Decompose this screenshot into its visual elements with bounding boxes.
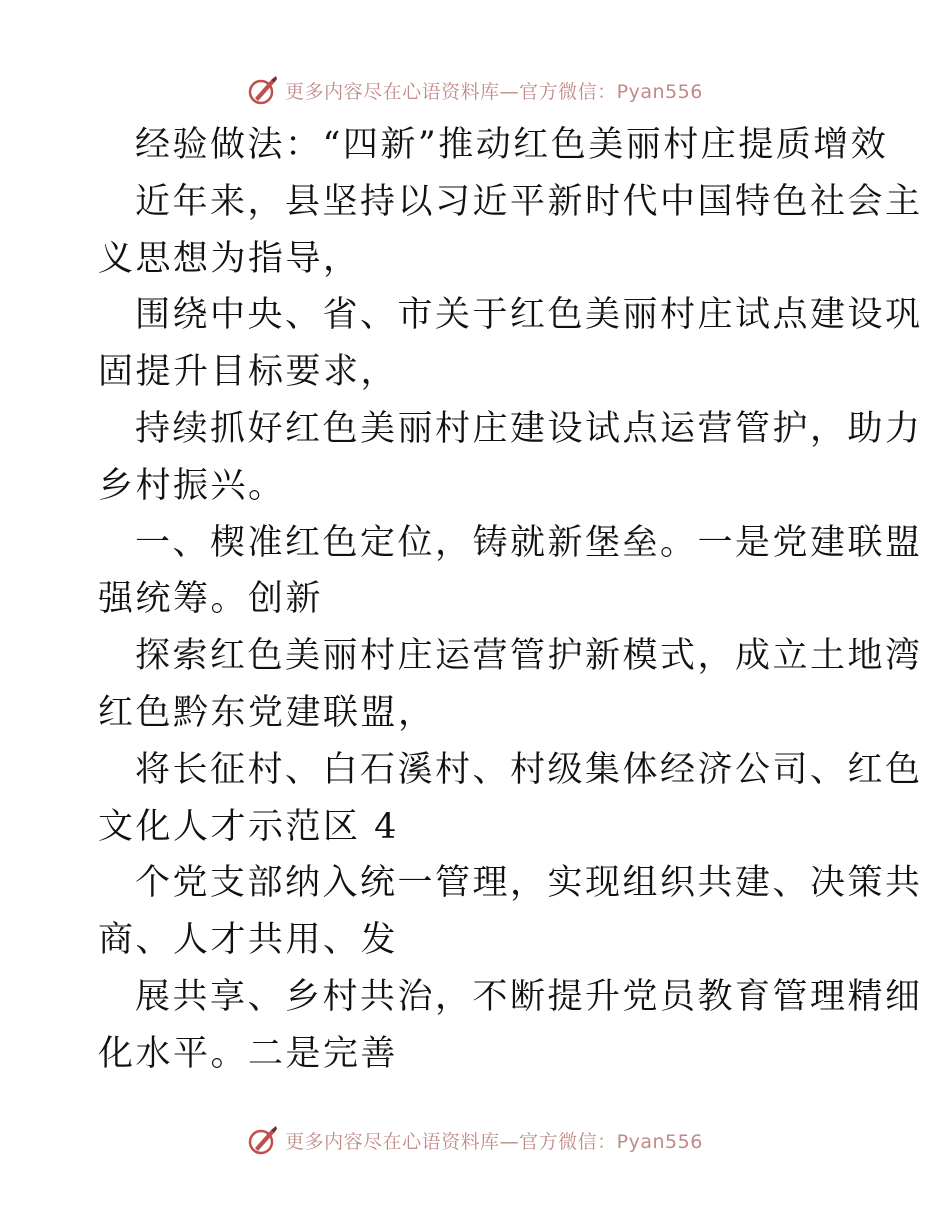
quill-pen-circle-icon bbox=[247, 74, 279, 106]
watermark-text: 更多内容尽在心语资料库—官方微信：Pyan556 bbox=[285, 1130, 703, 1153]
section-heading-line: 一、楔准红色定位，铸就新堡垒。一是党建联盟 bbox=[135, 522, 923, 563]
watermark-text: 更多内容尽在心语资料库—官方微信：Pyan556 bbox=[285, 80, 703, 103]
paragraph-line: 文化人才示范区 4 bbox=[98, 806, 399, 847]
quill-pen-circle-icon bbox=[247, 1124, 279, 1156]
paragraph-line: 乡村振兴。 bbox=[98, 465, 286, 506]
paragraph-line: 红色黔东党建联盟， bbox=[98, 692, 436, 733]
paragraph-line: 个党支部纳入统一管理，实现组织共建、决策共 bbox=[135, 863, 923, 904]
paragraph-line: 近年来，县坚持以习近平新时代中国特色社会主 bbox=[135, 181, 923, 222]
paragraph-line: 强统筹。创新 bbox=[98, 579, 324, 620]
paragraph-line: 商、人才共用、发 bbox=[98, 920, 399, 961]
document-body bbox=[98, 117, 923, 1083]
header-watermark bbox=[0, 70, 950, 110]
paragraph-line: 将长征村、白石溪村、村级集体经济公司、红色 bbox=[135, 749, 923, 790]
paragraph-line: 固提升目标要求， bbox=[98, 352, 399, 393]
paragraph-line: 持续抓好红色美丽村庄建设试点运营管护，助力 bbox=[135, 408, 923, 449]
paragraph-line: 展共享、乡村共治，不断提升党员教育管理精细 bbox=[135, 976, 923, 1017]
paragraph-line: 义思想为指导， bbox=[98, 238, 361, 279]
paragraph-line: 探索红色美丽村庄运营管护新模式，成立土地湾 bbox=[135, 636, 923, 677]
paragraph-line: 化水平。二是完善 bbox=[98, 1033, 399, 1074]
paragraph-line: 围绕中央、省、市关于红色美丽村庄试点建设巩 bbox=[135, 295, 923, 336]
footer-watermark bbox=[0, 1120, 950, 1160]
document-title: 经验做法：“四新”推动红色美丽村庄提质增效 bbox=[135, 125, 889, 165]
